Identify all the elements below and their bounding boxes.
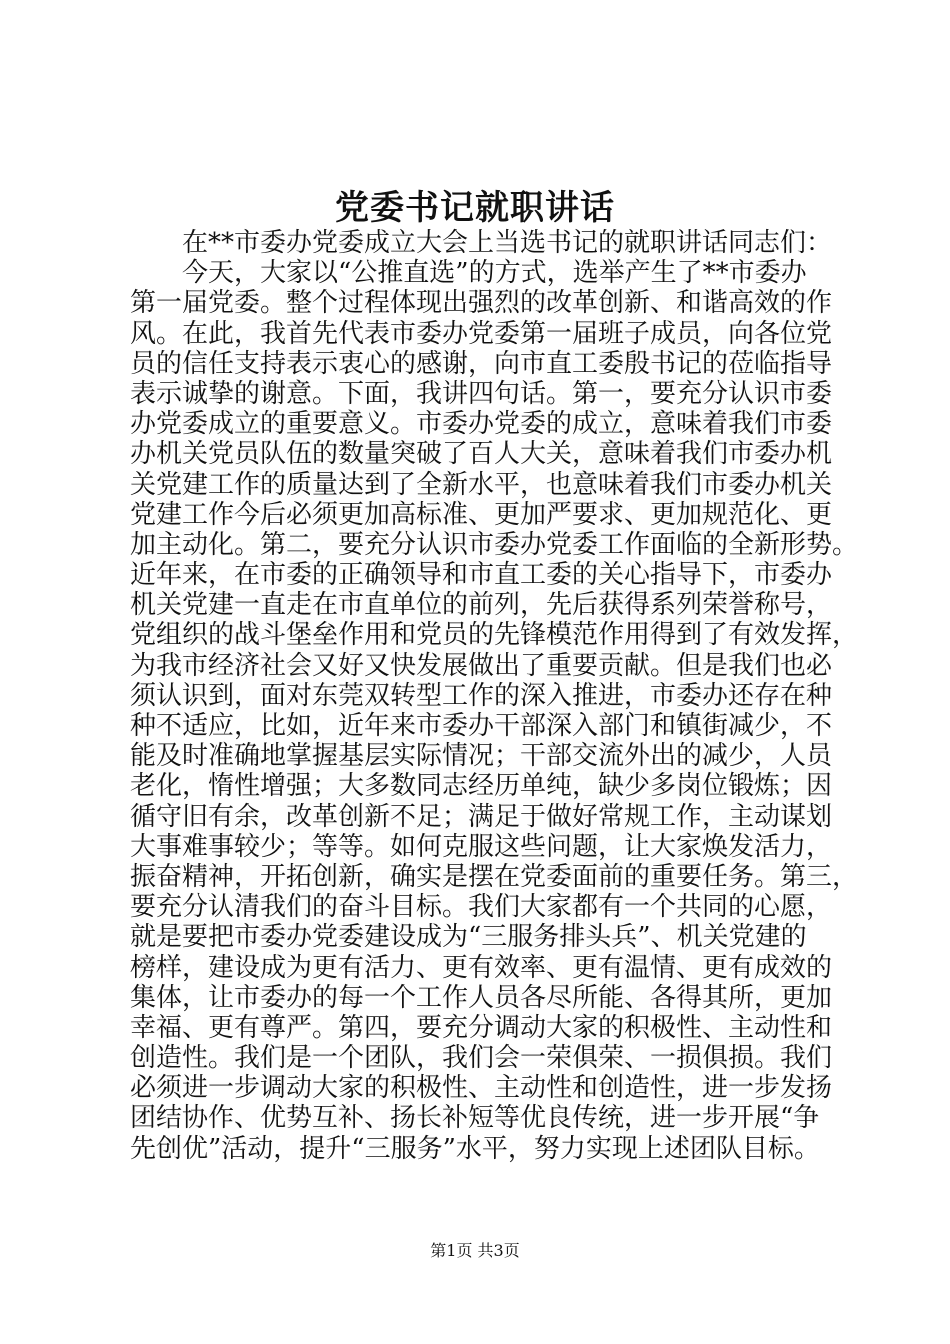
- body-line: 就是要把市委办党委建设成为“三服务排头兵”、机关党建的: [130, 922, 807, 953]
- body-line: 办党委成立的重要意义。市委办党委的成立，意味着我们市委: [130, 409, 833, 440]
- document-body: [130, 228, 859, 1164]
- body-line: 集体，让市委办的每一个工作人员各尽所能、各得其所，更加: [130, 982, 833, 1013]
- document-title: 党委书记就职讲话: [335, 188, 615, 228]
- body-line: 能及时准确地掌握基层实际情况；干部交流外出的减少，人员: [130, 741, 833, 772]
- body-line: 团结协作、优势互补、扬长补短等优良传统，进一步开展“争: [130, 1103, 820, 1134]
- body-line: 风。在此，我首先代表市委办党委第一届班子成员，向各位党: [130, 318, 833, 349]
- body-line: 循守旧有余，改革创新不足；满足于做好常规工作，主动谋划: [130, 801, 833, 832]
- body-line: 创造性。我们是一个团队，我们会一荣俱荣、一损俱损。我们: [130, 1043, 833, 1074]
- body-line: 表示诚挚的谢意。下面，我讲四句话。第一，要充分认识市委: [130, 378, 833, 409]
- body-line: 榜样，建设成为更有活力、更有效率、更有温情、更有成效的: [130, 952, 833, 983]
- body-line: 办机关党员队伍的数量突破了百人大关，意味着我们市委办机: [130, 439, 833, 470]
- body-line: 第一届党委。整个过程体现出强烈的改革创新、和谐高效的作: [130, 288, 833, 319]
- body-line: 近年来，在市委的正确领导和市直工委的关心指导下，市委办: [130, 560, 833, 591]
- page-indicator: 第1页 共3页: [430, 1241, 520, 1260]
- body-line: 关党建工作的质量达到了全新水平，也意味着我们市委办机关: [130, 469, 833, 500]
- body-line: 大事难事较少；等等。如何克服这些问题，让大家焕发活力，: [130, 831, 833, 862]
- body-line: 须认识到，面对东莞双转型工作的深入推进，市委办还存在种: [130, 680, 833, 711]
- body-line: 幸福、更有尊严。第四，要充分调动大家的积极性、主动性和: [130, 1012, 833, 1043]
- body-line: 必须进一步调动大家的积极性、主动性和创造性，进一步发扬: [130, 1073, 833, 1104]
- body-line: 老化，惰性增强；大多数同志经历单纯，缺少多岗位锻炼；因: [130, 771, 833, 802]
- body-line: 机关党建一直走在市直单位的前列，先后获得系列荣誉称号，: [130, 590, 833, 621]
- body-line: 要充分认清我们的奋斗目标。我们大家都有一个共同的心愿，: [130, 892, 833, 923]
- body-line: 先创优”活动，提升“三服务”水平，努力实现上述团队目标。: [130, 1133, 820, 1164]
- body-line: 种不适应，比如，近年来市委办干部深入部门和镇街减少，不: [130, 711, 833, 741]
- body-line: 加主动化。第二，要充分认识市委办党委工作面临的全新形势。: [130, 529, 859, 560]
- body-line: 今天，大家以“公推直选”的方式，选举产生了**市委办: [182, 258, 807, 289]
- body-line: 党建工作今后必须更加高标准、更加严要求、更加规范化、更: [130, 499, 833, 530]
- body-line: 为我市经济社会又好又快发展做出了重要贡献。但是我们也必: [130, 650, 833, 681]
- body-line: 振奋精神，开拓创新，确实是摆在党委面前的重要任务。第三，: [130, 861, 859, 892]
- body-line: 在**市委办党委成立大会上当选书记的就职讲话同志们：: [182, 228, 833, 258]
- body-line: 党组织的战斗堡垒作用和党员的先锋模范作用得到了有效发挥，: [130, 620, 859, 651]
- body-line: 员的信任支持表示衷心的感谢，向市直工委殷书记的莅临指导: [130, 348, 833, 379]
